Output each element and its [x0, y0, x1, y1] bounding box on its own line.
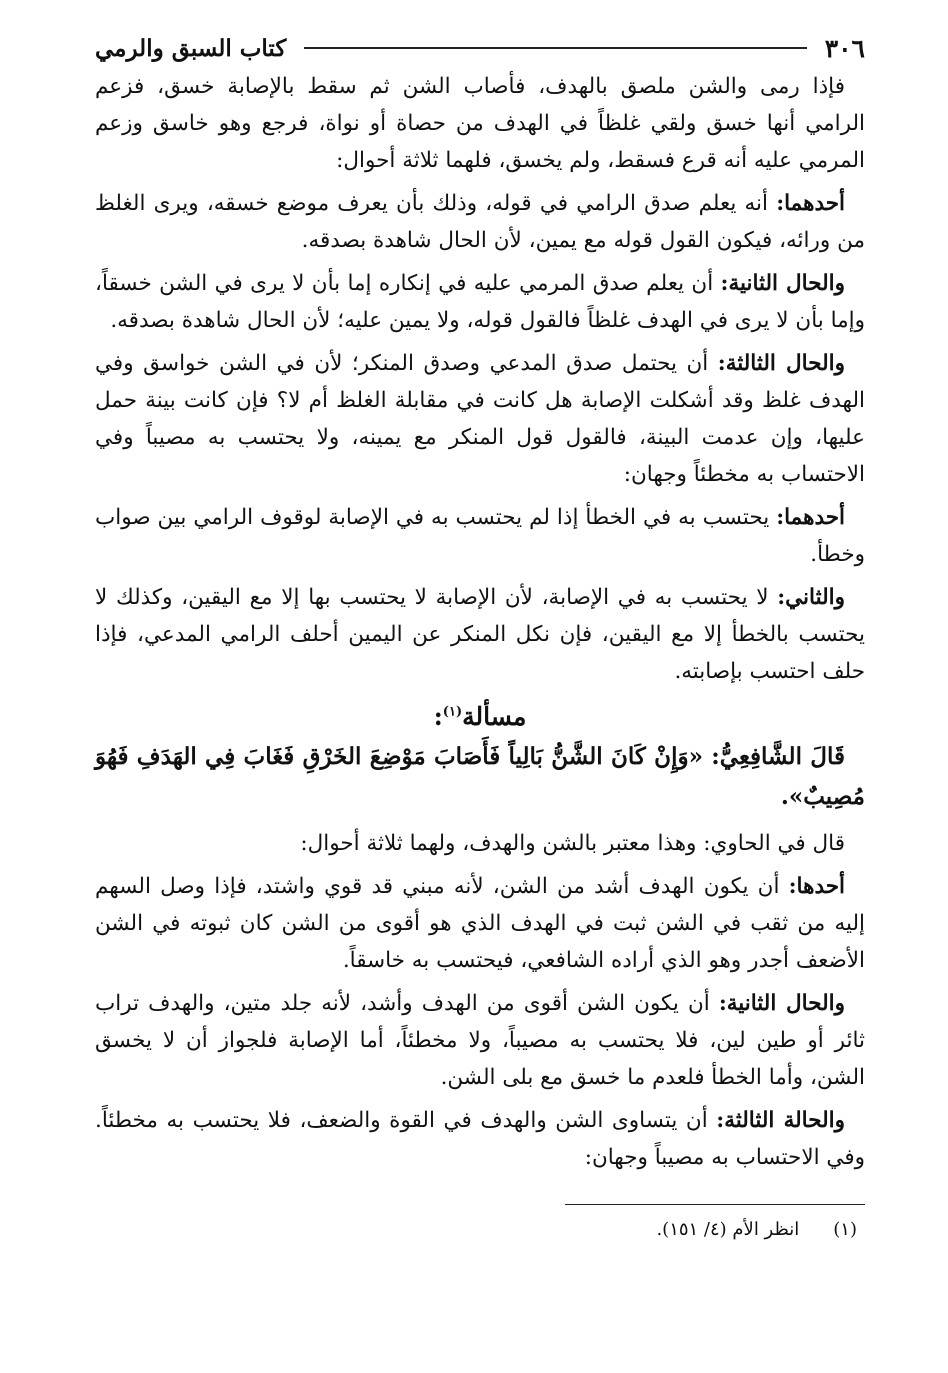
masala-heading [95, 702, 865, 731]
paragraph-7 [95, 825, 865, 862]
footnote-divider [565, 1204, 865, 1205]
quote-text: «وَإِنْ كَانَ الشَّنُّ بَالِياً فَأَصَابَ مَوْضِعَ الخَرْقِ فَغَابَ فِي الهَدَفِ فَهُوَ مُصِيبٌ». [95, 743, 865, 810]
paragraph-label: أحدهما: [776, 505, 845, 530]
paragraph-1 [95, 68, 865, 179]
paragraph-label: والحالة الثالثة: [716, 1108, 845, 1133]
paragraph-label: أحدها: [788, 874, 845, 899]
paragraph-text: أن يكون الهدف أشد من الشن، لأنه مبني قد قوي واشتد، فإذا وصل السهم إليه من ثقب في الشن ثبت في الهدف الذي هو أقوى من الشن كان ثبوته في الشن الأضعف أجدر وهو الذي أراده الشافعي، فيحتسب به خاسقاً. [95, 874, 865, 973]
footnote-text: انظر الأم (٤/ ١٥١). [656, 1219, 800, 1240]
footnote [95, 1215, 857, 1245]
paragraph-label: والثاني: [777, 585, 845, 610]
page [95, 28, 865, 1245]
paragraph-10 [95, 1102, 865, 1176]
paragraph-text: أن يكون الشن أقوى من الهدف وأشد، لأنه جلد متين، والهدف تراب ثائر أو طين لين، فلا يحتسب به مصيباً، ولا مخطئاً، أما الإصابة فلجواز أن لا يخسق الشن، وأما الخطأ فلعدم ما خسق مع بلى الشن. [95, 991, 865, 1090]
paragraph-text: فإذا رمى والشن ملصق بالهدف، فأصاب الشن ثم سقط بالإصابة خسق، فزعم الرامي أنها خسق ولقي غلظاً في الهدف من حصاة أو نواة، فرجع وهو خاسق وزعم المرمي عليه أنه قرع فسقط، ولم يخسق، فلهما ثلاثة أحوال: [95, 74, 865, 173]
paragraph-label: والحال الثالثة: [717, 351, 845, 376]
paragraph-label: والحال الثانية: [718, 991, 845, 1016]
paragraph-9 [95, 985, 865, 1096]
paragraph-6 [95, 579, 865, 690]
paragraph-text: أن يتساوى الشن والهدف في القوة والضعف، فلا يحتسب به مخطئاً. وفي الاحتساب به مصيباً وجهان: [95, 1108, 865, 1170]
paragraph-label: والحال الثانية: [720, 271, 845, 296]
page-header [95, 28, 865, 68]
paragraph-5 [95, 499, 865, 573]
paragraph-text: أن يحتمل صدق المدعي وصدق المنكر؛ لأن في الشن خواسق وفي الهدف غلظ وقد أشكلت الإصابة هل كانت في مقابلة الغلظ أم لا؟ فإن كانت بينة حمل عليها، وإن عدمت البينة، فالقول قول المنكر مع يمينه، ولا يحتسب به مصيباً وفي الاحتساب به مخطئاً وجهان: [95, 351, 865, 487]
page-number: ٣٠٦ [824, 33, 865, 63]
paragraph-text: يحتسب به في الخطأ إذا لم يحتسب به في الإصابة لوقوف الرامي بين صواب وخطأ. [95, 505, 865, 567]
paragraph-text: أن يعلم صدق المرمي عليه في إنكاره إما بأن لا يرى في الشن خسقاً، وإما بأن لا يرى في الهدف غلظاً فالقول قوله، ولا يمين عليه؛ لأن الحال شاهدة بصدقه. [95, 271, 865, 333]
header-rule [304, 47, 806, 49]
paragraph-8 [95, 868, 865, 979]
book-title: كتاب السبق والرمي [95, 34, 287, 62]
masala-title: مسألة [462, 702, 527, 731]
paragraph-4 [95, 345, 865, 493]
footnote-number: (١) [833, 1219, 857, 1240]
paragraph-text: لا يحتسب به في الإصابة، لأن الإصابة لا يحتسب بها إلا مع اليقين، وكذلك لا يحتسب بالخطأ إلا مع اليقين، فإن نكل المنكر عن اليمين أحلف الرامي المدعي، فإذا حلف احتسب بإصابته. [95, 585, 865, 684]
paragraph-3 [95, 265, 865, 339]
paragraph-label: أحدهما: [776, 191, 845, 216]
paragraph-text: أنه يعلم صدق الرامي في قوله، وذلك بأن يعرف موضع خسقه، ويرى الغلظ من ورائه، فيكون القول قوله مع يمين، لأن الحال شاهدة بصدقه. [95, 191, 865, 253]
quote-speaker: قَالَ الشَّافِعِيُّ: [711, 743, 845, 770]
shafii-quote [95, 737, 865, 817]
masala-footnote-ref[interactable]: (١) [442, 704, 463, 720]
masala-colon: : [433, 702, 443, 731]
paragraph-2 [95, 185, 865, 259]
paragraph-text: قال في الحاوي: وهذا معتبر بالشن والهدف، ولهما ثلاثة أحوال: [300, 831, 845, 856]
